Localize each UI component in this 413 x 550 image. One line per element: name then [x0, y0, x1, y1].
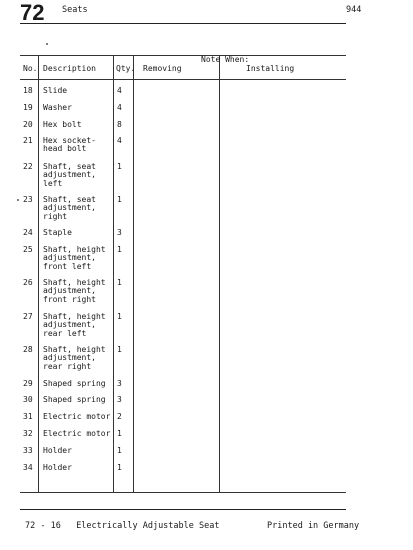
item-description: Shaft, height adjustment, front right	[43, 278, 106, 304]
item-description: Shaft, height adjustment, rear left	[43, 312, 106, 338]
item-description: Holder	[43, 463, 72, 472]
footer-section: Electrically Adjustable Seat	[76, 521, 220, 531]
footer-page-number: 72 - 16	[25, 521, 61, 531]
chapter-title: Seats	[62, 5, 88, 15]
column-divider	[133, 55, 134, 492]
item-description: Shaft, seat adjustment, right	[43, 195, 96, 221]
item-number: 21	[23, 136, 33, 145]
item-number: 30	[23, 395, 33, 404]
item-description: Hex bolt	[43, 120, 82, 129]
item-number: 32	[23, 429, 33, 438]
item-number: 23	[23, 195, 33, 204]
table-bottom-rule	[20, 492, 346, 493]
item-number: 20	[23, 120, 33, 129]
header-note-when: Note When:	[201, 55, 250, 64]
item-number: 26	[23, 278, 33, 287]
item-description: Electric motor	[43, 412, 111, 421]
item-quantity: 1	[117, 312, 122, 321]
item-quantity: 3	[117, 395, 122, 404]
item-number: 22	[23, 162, 33, 171]
column-divider	[38, 55, 39, 492]
item-quantity: 4	[117, 103, 122, 112]
header-removing: Removing	[143, 64, 182, 73]
print-speck	[17, 199, 19, 201]
footer-printed: Printed in Germany	[267, 521, 360, 531]
item-quantity: 4	[117, 86, 122, 95]
item-number: 29	[23, 379, 33, 388]
item-quantity: 3	[117, 228, 122, 237]
item-quantity: 1	[117, 195, 122, 204]
header-description: Description	[43, 64, 96, 73]
model-number: 944	[346, 5, 362, 15]
item-number: 19	[23, 103, 33, 112]
item-description: Washer	[43, 103, 72, 112]
item-description: Shaft, height adjustment, rear right	[43, 345, 106, 371]
header-installing: Installing	[246, 64, 295, 73]
item-quantity: 1	[117, 446, 122, 455]
item-description: Shaft, seat adjustment, left	[43, 162, 96, 188]
footer-rule	[20, 509, 346, 510]
header-qty: Qty.	[116, 64, 136, 73]
item-number: 33	[23, 446, 33, 455]
footer-page-info	[25, 521, 219, 531]
item-quantity: 1	[117, 162, 122, 171]
print-speck	[46, 43, 48, 45]
item-number: 31	[23, 412, 33, 421]
header-rule	[20, 23, 346, 24]
item-quantity: 1	[117, 429, 122, 438]
table-top-rule	[20, 55, 346, 56]
item-description: Shaped spring	[43, 395, 106, 404]
item-quantity: 1	[117, 278, 122, 287]
item-number: 18	[23, 86, 33, 95]
item-description: Slide	[43, 86, 68, 95]
column-divider	[113, 55, 114, 492]
item-quantity: 8	[117, 120, 122, 129]
item-quantity: 1	[117, 345, 122, 354]
parts-table	[20, 55, 346, 492]
item-description: Shaped spring	[43, 379, 106, 388]
item-quantity: 1	[117, 463, 122, 472]
item-number: 34	[23, 463, 33, 472]
column-divider	[219, 55, 220, 492]
header-no: No.	[23, 64, 38, 73]
item-number: 27	[23, 312, 33, 321]
table-header-rule	[20, 79, 346, 80]
item-number: 24	[23, 228, 33, 237]
item-quantity: 3	[117, 379, 122, 388]
item-number: 25	[23, 245, 33, 254]
item-description: Electric motor	[43, 429, 111, 438]
item-description: Holder	[43, 446, 72, 455]
item-description: Staple	[43, 228, 72, 237]
item-number: 28	[23, 345, 33, 354]
item-description: Shaft, height adjustment, front left	[43, 245, 106, 271]
item-quantity: 4	[117, 136, 122, 145]
chapter-number: 72	[20, 0, 45, 25]
item-description: Hex socket- head bolt	[43, 136, 96, 154]
item-quantity: 2	[117, 412, 122, 421]
item-quantity: 1	[117, 245, 122, 254]
